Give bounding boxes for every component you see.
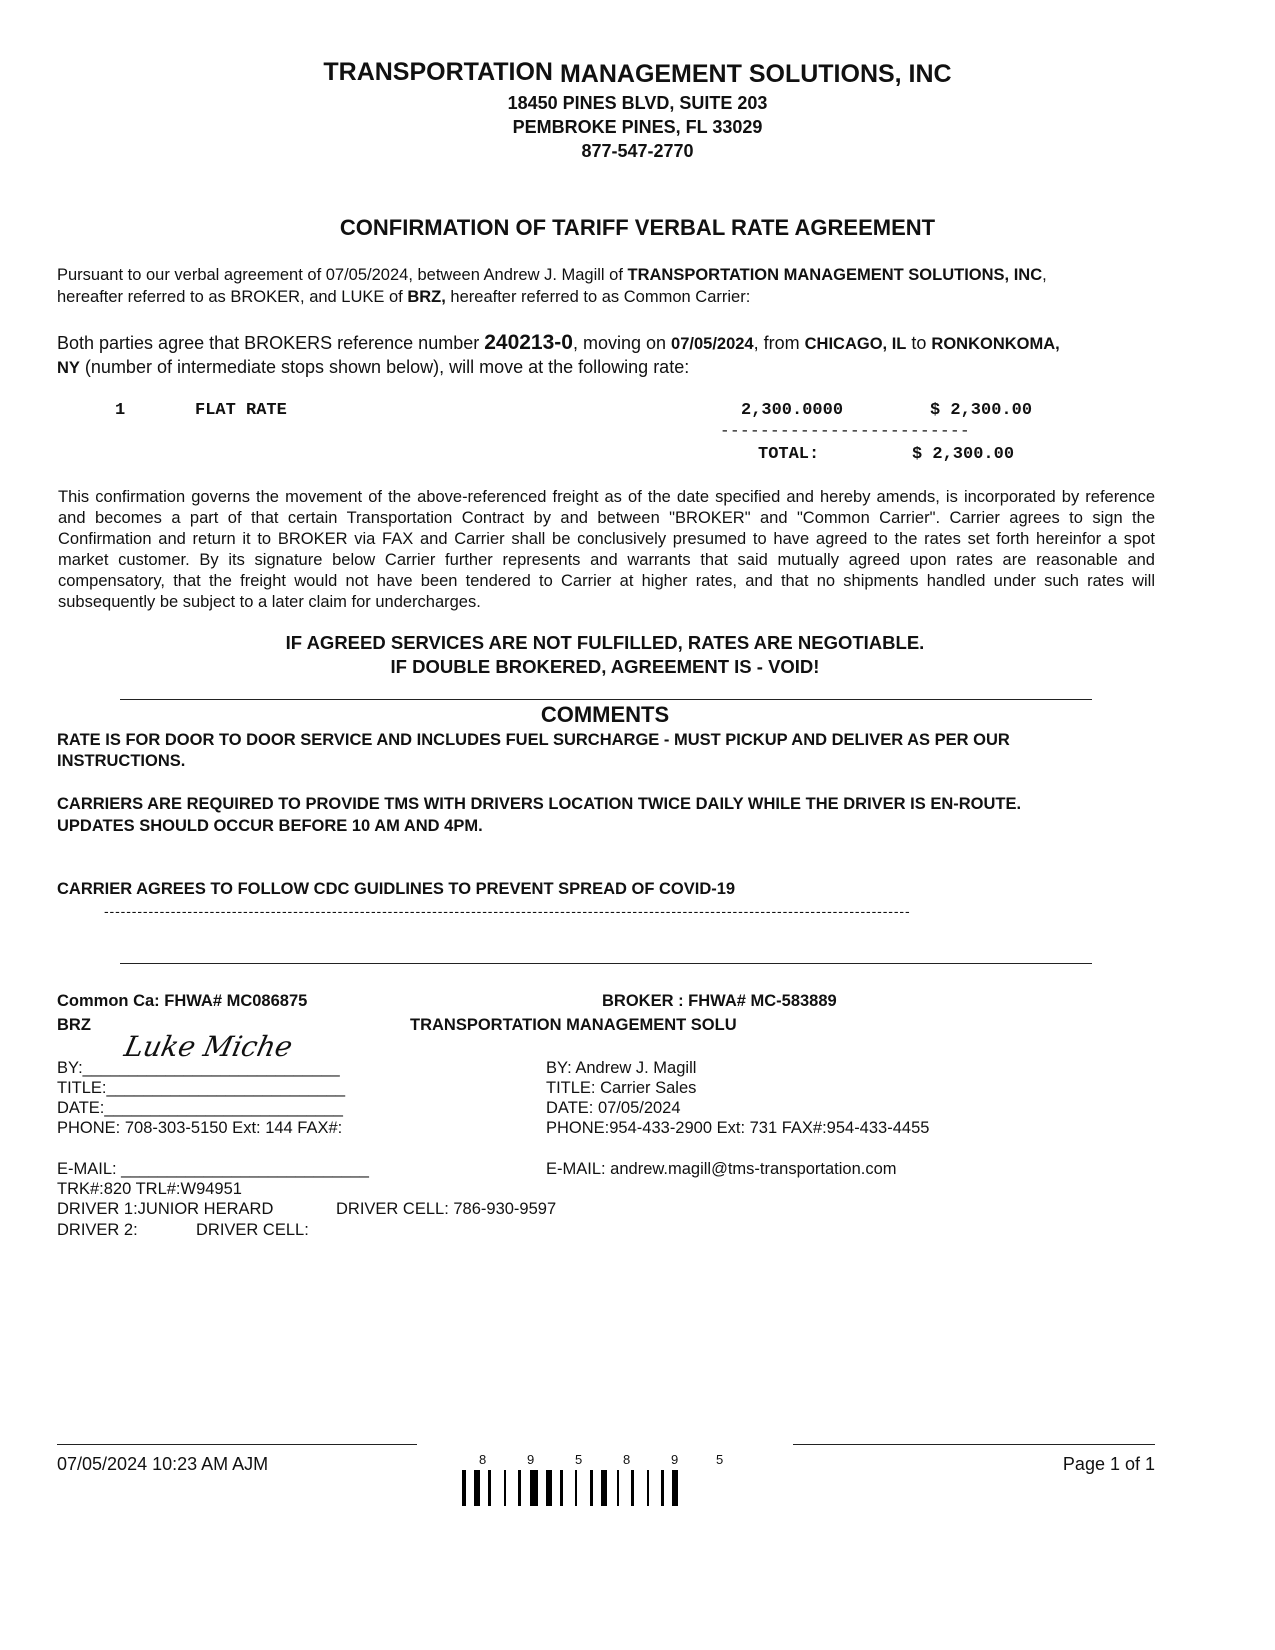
agreement-line1 [57, 331, 1060, 355]
warning-rates-negotiable: IF AGREED SERVICES ARE NOT FULFILLED, RATES ARE NEGOTIABLE. [285, 632, 925, 653]
comment-door-to-door-1: RATE IS FOR DOOR TO DOOR SERVICE AND INCLUDES FUEL SURCHARGE - MUST PICKUP AND DELIVER AS PER OUR [57, 731, 1010, 749]
destination-city: RONKONKOMA, [931, 335, 1060, 353]
barcode-digit: 8 [479, 1452, 487, 1467]
barcode-bar [601, 1470, 607, 1506]
driver1-cell: DRIVER CELL: 786-930-9597 [336, 1200, 557, 1218]
footer-line-right [793, 1444, 1155, 1445]
carrier-by: BY:____________________________ [57, 1059, 340, 1077]
barcode-digits [460, 1452, 750, 1468]
carrier-name: BRZ [57, 1016, 91, 1034]
agreement-text5: (number of intermediate stops shown below), will move at the following rate: [79, 357, 690, 377]
driver2-name: DRIVER 2: [57, 1221, 138, 1239]
barcode-bar [631, 1470, 634, 1506]
barcode-bar [617, 1470, 619, 1506]
comment-door-to-door-2: INSTRUCTIONS. [57, 752, 186, 770]
intro-line2 [57, 288, 750, 307]
carrier-phone: PHONE: 708-303-5150 Ext: 144 FAX#: [57, 1119, 343, 1137]
company-name-part2: MANAGEMENT SOLUTIONS, INC [559, 60, 952, 88]
barcode-bar [462, 1470, 466, 1506]
broker-phone: PHONE:954-433-2900 Ext: 731 FAX#:954-433-4455 [546, 1119, 930, 1137]
carrier-truck-trailer: TRK#:820 TRL#:W94951 [57, 1180, 242, 1198]
barcode-digit: 8 [623, 1452, 631, 1467]
warning-double-brokered: IF DOUBLE BROKERED, AGREEMENT IS - VOID! [390, 656, 820, 677]
agreement-text3: , from [753, 333, 805, 353]
comment-driver-location-1: CARRIERS ARE REQUIRED TO PROVIDE TMS WITH DRIVERS LOCATION TWICE DAILY WHILE THE DRIVER IS EN-ROUTE. [57, 795, 1022, 813]
reference-number: 240213-0 [484, 331, 573, 354]
origin-city: CHICAGO, IL [804, 335, 907, 353]
document-title: CONFIRMATION OF TARIFF VERBAL RATE AGREEMENT [339, 215, 936, 240]
carrier-signature: Luke Miche [121, 1030, 296, 1063]
barcode-digit: 9 [527, 1452, 535, 1467]
barcode-digit: 5 [575, 1452, 583, 1467]
rate-unit-value: 2,300.0000 [741, 401, 844, 420]
intro-line1 [57, 266, 1047, 285]
barcode-bar [661, 1470, 664, 1506]
letterhead-company-name [0, 58, 1275, 87]
divider-bottom [120, 963, 1092, 964]
comments-dashed-divider: ------------------------------------------------------------------------------------------------------------------------------------------------- [104, 903, 911, 919]
barcode-bar [590, 1470, 593, 1506]
barcode-bar [647, 1470, 649, 1506]
rate-qty: 1 [115, 401, 126, 420]
footer-page-number: Page 1 of 1 [1062, 1454, 1155, 1474]
barcode-bar [488, 1470, 491, 1506]
move-date: 07/05/2024 [671, 335, 754, 353]
rate-amount: $ 2,300.00 [930, 401, 1033, 420]
broker-name: TRANSPORTATION MANAGEMENT SOLU [410, 1016, 737, 1034]
barcode-bar [518, 1470, 521, 1506]
letterhead-phone: 877-547-2770 [581, 141, 694, 161]
carrier-date: DATE:__________________________ [57, 1099, 343, 1117]
barcode-bars [460, 1470, 750, 1506]
intro-text3: , [1042, 266, 1047, 284]
letterhead-address-line1: 18450 PINES BLVD, SUITE 203 [507, 93, 768, 113]
company-name-part1: TRANSPORTATION [323, 58, 553, 86]
broker-date: DATE: 07/05/2024 [546, 1099, 681, 1117]
rate-description: FLAT RATE [195, 401, 287, 420]
barcode-bar [575, 1470, 577, 1506]
total-label: TOTAL: [758, 445, 820, 464]
barcode-bar [672, 1470, 678, 1506]
broker-by: BY: Andrew J. Magill [546, 1059, 697, 1077]
driver1-name: DRIVER 1:JUNIOR HERARD [57, 1200, 274, 1218]
barcode-bar [546, 1470, 552, 1506]
intro-broker-name: TRANSPORTATION MANAGEMENT SOLUTIONS, INC [627, 266, 1043, 284]
rate-separator: ------------------------- [720, 422, 971, 440]
barcode [460, 1452, 750, 1508]
barcode-bar [504, 1470, 506, 1506]
broker-email: E-MAIL: andrew.magill@tms-transportation.com [546, 1160, 897, 1178]
intro-text1: Pursuant to our verbal agreement of 07/05/2024, between Andrew J. Magill of [57, 266, 628, 284]
footer-timestamp: 07/05/2024 10:23 AM AJM [57, 1454, 269, 1474]
broker-title: TITLE: Carrier Sales [546, 1079, 697, 1097]
terms-paragraph: This confirmation governs the movement of the above-referenced freight as of the date specified and hereby amends, is incorporated by reference and becomes a part of that certain Transportation Contract by and between "BROKER" and "Common Carrier". Carrier agrees to sign the Confirmation and return it to BROKER via FAX and Carrier shall be conclusively presumed to have agreed to the rates set forth hereinfor a spot market customer. By its signature below Carrier further represents and warrants that said mutually agreed upon rates are reasonable and compensatory, that the freight would not have been tendered to Carrier at higher rates, and that no shipments handled under such rates will subsequently be subject to a later claim for undercharges. [58, 488, 1155, 611]
carrier-fhwa: Common Ca: FHWA# MC086875 [57, 992, 308, 1010]
destination-state: NY [57, 359, 80, 377]
barcode-bar [474, 1470, 480, 1506]
intro-text4: hereafter referred to as BROKER, and LUKE of [57, 288, 408, 306]
comment-driver-location-2: UPDATES SHOULD OCCUR BEFORE 10 AM AND 4PM. [57, 817, 483, 835]
letterhead-address-line2: PEMBROKE PINES, FL 33029 [512, 117, 763, 137]
agreement-line2 [57, 357, 689, 378]
carrier-title: TITLE:__________________________ [57, 1079, 346, 1097]
total-amount: $ 2,300.00 [912, 445, 1015, 464]
carrier-email: E-MAIL: ___________________________ [57, 1160, 369, 1178]
comment-covid: CARRIER AGREES TO FOLLOW CDC GUIDLINES TO PREVENT SPREAD OF COVID-19 [57, 880, 736, 898]
agreement-text4: to [906, 333, 932, 353]
barcode-bar [560, 1470, 563, 1506]
barcode-digit: 9 [671, 1452, 679, 1467]
broker-fhwa: BROKER : FHWA# MC-583889 [602, 992, 837, 1010]
barcode-bar [530, 1470, 538, 1506]
agreement-text1: Both parties agree that BROKERS reference number [57, 333, 485, 353]
barcode-digit: 5 [716, 1452, 724, 1467]
intro-carrier-name: BRZ, [407, 288, 446, 306]
divider-top [120, 699, 1092, 700]
intro-text6: hereafter referred to as Common Carrier: [445, 288, 751, 306]
agreement-text2: , moving on [572, 333, 672, 353]
footer-line-left [57, 1444, 417, 1445]
driver2-cell: DRIVER CELL: [196, 1221, 309, 1239]
comments-heading: COMMENTS [540, 702, 670, 727]
